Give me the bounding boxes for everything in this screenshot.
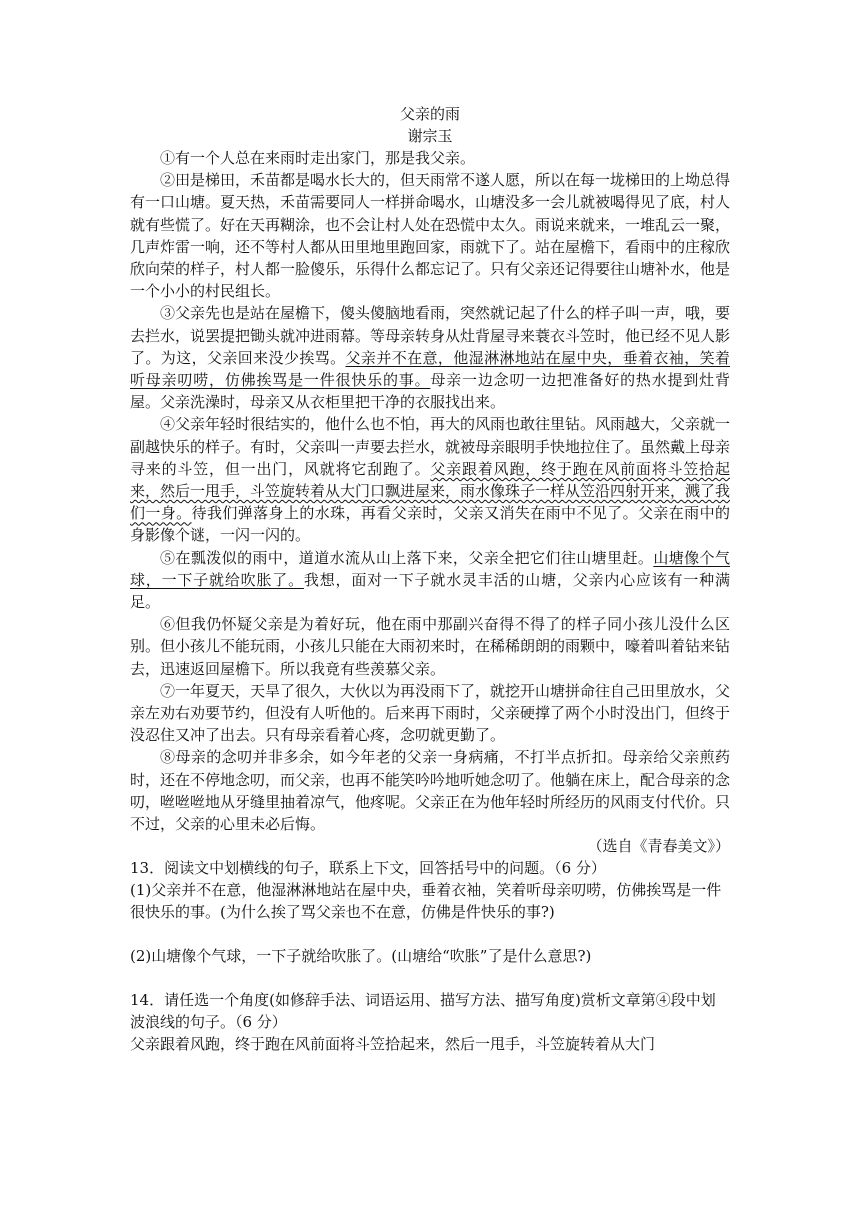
question-14-quoted-text: 父亲跟着风跑，终于跑在风前面将斗笠拾起来，然后一甩手，斗笠旋转着从大门 [130, 1035, 656, 1054]
paragraph-8: ⑧母亲的念叨并非多余，如今年老的父亲一身病痛，不打半点折扣。母亲给父亲煎药时，还在不停地念叨，而父亲，也再不能笑吟吟地听她念叨了。他躺在床上，配合母亲的念叨，咝咝咝地从牙缝里抽着凉气，他疼呢。父亲正在为他年轻时所经历的风雨支付代价。只不过，父亲的心里未必后悔。 [130, 748, 731, 834]
paragraph-4-text-b: 待我们弹落身上的水珠，再看父亲时，父亲又消失在雨中不见了。父亲在雨中的身影像个谜，一闪一闪的。 [130, 504, 730, 545]
paragraph-7: ⑦一年夏天，天旱了很久，大伙以为再没雨下了，就挖开山塘拼命往自己田里放水，父亲左劝右劝要节约，但没有人听他的。后来再下雨时，父亲硬撑了两个小时没出门，但终于没忍住又冲了出去。只有母亲看着心疼，念叨就更勤了。 [130, 681, 731, 745]
answer-space [130, 923, 730, 945]
paragraph-6: ⑥但我仍怀疑父亲是为着好玩，他在雨中那副兴奋得不得了的样子同小孩儿没什么区别。但小孩儿不能玩雨，小孩儿只能在大雨初来时，在稀稀朗朗的雨颗中，嚎着叫着钻来钻去，迅速返回屋檐下。所以我竟有些羡慕父亲。 [130, 615, 731, 678]
paragraph-5-text-a: ⑤在瓢泼似的雨中，道道水流从山上落下来，父亲全把它们往山塘里赶。 [160, 548, 654, 567]
paragraph-5 [130, 547, 730, 614]
source-note: （选自《青春美文》） [587, 837, 730, 856]
article-author: 谢宗玉 [407, 127, 453, 145]
paragraph-2: ②田是梯田，禾苗都是喝水长大的，但天雨常不遂人愿，所以在每一垅梯田的上坳总得有一口山塘。夏天热，禾苗需要同人一样拼命喝水，山塘没多一会儿就被喝得见了底，村人就有些慌了。好在天再糊涂，也不会让村人处在恐慌中太久。雨说来就来，一堆乱云一聚，几声炸雷一响，还不等村人都从田里地里跑回家，雨就下了。站在屋檐下，看雨中的庄稼欣欣向荣的样子，村人都一脸傻乐，乐得什么都忘记了。只有父亲还记得要往山塘补水，他是一个小小的村民组长。 [130, 171, 731, 301]
question-13: 13．阅读文中划横线的句子，联系上下文，回答括号中的问题。（6 分） [130, 859, 606, 878]
paragraph-3-text-a: ③父亲先也是站在屋檐下，傻头傻脑地看雨，突然就记起了什么的样子叫一声，哦，要去拦水，说罢提把锄头就冲进雨幕。等母亲转身从灶背屋寻来蓑衣斗笠时，他已经不见人影了。为这，父亲回来没少挨骂。 [130, 304, 731, 367]
underlined-sentence-1: 父亲并不在意，他湿淋淋地站在屋中央，垂着衣袖，笑着听母亲叨唠，仿佛挨骂是一件很快乐的事。 [130, 348, 730, 390]
question-14: 14．请任选一个角度(如修辞手法、词语运用、描写方法、描写角度)赏析文章第④段中划波浪线的句子。（6 分） [130, 991, 716, 1032]
question-13-part-2: (2)山塘像个气球，一下子就给吹胀了。(山塘给“吹胀”了是什么意思?) [130, 947, 592, 966]
article-title: 父亲的雨 [399, 105, 460, 123]
paragraph-3 [130, 302, 730, 413]
paragraph-4 [130, 413, 730, 546]
paragraph-4-text-a: ④父亲年轻时很结实的，他什么也不怕，再大的风雨也敢往里钻。风雨越大，父亲就一副越快乐的样子。有时，父亲叫一声要去拦水，就被母亲眼明手快地拉住了。虽然戴上母亲寻来的斗笠，但一出门，风就将它刮跑了。 [130, 415, 731, 478]
wavy-underlined-sentence: 父亲跟着风跑，终于跑在风前面将斗笠拾起来，然后一甩手，斗笠旋转着从大门口飘进屋来，雨水像珠子一样从笠沿四射开来，溅了我们一身。 [130, 459, 731, 523]
paragraph-3-text-b: 母亲一边念叨一边把准备好的热水提到灶背屋。父亲洗澡时，母亲又从衣柜里把干净的衣服找出来。 [130, 371, 730, 412]
paragraph-5-text-b: 我想，面对一下子就水灵丰活的山塘，父亲内心应该有一种满足。 [130, 570, 730, 612]
document-page [130, 103, 730, 1055]
question-13-part-1: (1)父亲并不在意，他湿淋淋地站在屋中央，垂着衣袖，笑着听母亲叨唠，仿佛挨骂是一件很快乐的事。(为什么挨了骂父亲也不在意，仿佛是件快乐的事?) [130, 881, 722, 922]
paragraph-1: ①有一个人总在来雨时走出家门，那是我父亲。 [160, 149, 476, 167]
answer-space [130, 967, 730, 989]
underlined-sentence-2: 山塘像个气球，一下子就给吹胀了。 [130, 548, 730, 589]
